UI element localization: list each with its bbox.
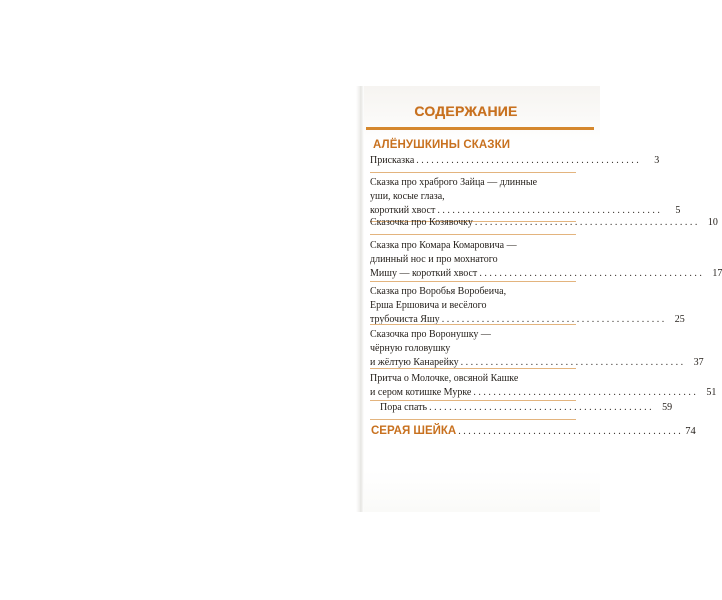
toc-entry-vorobey[interactable] bbox=[370, 285, 685, 327]
section-page: 74 bbox=[685, 426, 696, 437]
toc-entry-title: Присказка bbox=[370, 155, 415, 166]
dot-leader: ............................................. bbox=[441, 314, 667, 325]
toc-entry-komar[interactable] bbox=[370, 239, 722, 281]
entry-divider bbox=[370, 368, 576, 369]
toc-entry-title-line: Ерша Ершовича и весёлого bbox=[370, 300, 487, 311]
toc-entry-page: 59 bbox=[662, 402, 673, 413]
dot-leader: ............................................. bbox=[416, 155, 642, 166]
dot-leader: ............................................. bbox=[474, 217, 700, 228]
page-bottom-shading bbox=[364, 470, 600, 512]
dot-leader: ............................................. bbox=[437, 205, 663, 216]
entry-divider bbox=[370, 419, 576, 420]
toc-entry-voronushka[interactable] bbox=[370, 328, 704, 370]
contents-title: СОДЕРЖАНИЕ bbox=[414, 103, 518, 119]
toc-entry-pora-spat[interactable] bbox=[370, 401, 673, 415]
toc-entry-page: 25 bbox=[674, 314, 685, 325]
dot-leader: ............................................. bbox=[429, 402, 655, 413]
toc-entry-title-line: длинный нос и про мохнатого bbox=[370, 254, 498, 265]
entry-divider bbox=[370, 281, 576, 282]
toc-entry-title-line: уши, косые глаза, bbox=[370, 191, 445, 202]
toc-entry-title-line: Сказка про храброго Зайца — длинные bbox=[370, 177, 538, 188]
toc-entry-page: 5 bbox=[675, 205, 681, 216]
dot-leader: ............................................. bbox=[460, 357, 686, 368]
toc-entry-title-line: короткий хвост bbox=[370, 205, 436, 216]
toc-entry-title-line: чёрную головушку bbox=[370, 343, 451, 354]
toc-entry-title-line: трубочиста Яшу bbox=[370, 314, 440, 325]
toc-entry-pritcha[interactable] bbox=[370, 372, 717, 400]
toc-entry-page: 10 bbox=[707, 217, 718, 228]
toc-entry-page: 51 bbox=[706, 387, 717, 398]
section-heading-alyonushkiny-skazki: АЛЁНУШКИНЫ СКАЗКИ bbox=[373, 139, 511, 151]
entry-divider bbox=[370, 172, 576, 173]
book-gutter bbox=[356, 86, 364, 512]
toc-entry-title-line: Сказочка про Воронушку — bbox=[370, 329, 491, 340]
dot-leader: ............................................. bbox=[473, 387, 699, 398]
toc-entry-priskazka[interactable] bbox=[370, 154, 660, 168]
dot-leader: ............................................. bbox=[479, 268, 705, 279]
section-heading-seraya-sheyka: СЕРАЯ ШЕЙКА bbox=[371, 425, 457, 437]
toc-entry-page: 3 bbox=[654, 155, 660, 166]
toc-entry-title-line: Сказка про Воробья Воробеича, bbox=[370, 286, 507, 297]
toc-entry-title: Сказочка про Козявочку bbox=[370, 217, 473, 228]
entry-divider bbox=[370, 324, 576, 325]
toc-entry-title: Пора спать bbox=[380, 402, 428, 413]
toc-entry-page: 17 bbox=[712, 268, 722, 279]
toc-entry-title-line: и сером котишке Мурке bbox=[370, 387, 472, 398]
left-blank-page bbox=[0, 86, 362, 512]
dot-leader: ............................................. bbox=[458, 426, 684, 437]
entry-divider bbox=[370, 234, 576, 235]
toc-entry-page: 37 bbox=[693, 357, 704, 368]
toc-entry-title-line: Притча о Молочке, овсяной Кашке bbox=[370, 373, 519, 384]
toc-entry-title-line: и жёлтую Канарейку bbox=[370, 357, 459, 368]
toc-entry-title-line: Сказка про Комара Комаровича — bbox=[370, 240, 517, 251]
toc-entry-title-line: Мишу — короткий хвост bbox=[370, 268, 478, 279]
title-underline-rule bbox=[366, 127, 594, 130]
toc-entry-kozyavochka[interactable] bbox=[370, 216, 718, 230]
toc-entry-zayats[interactable] bbox=[370, 176, 681, 218]
toc-section-seraya-sheyka[interactable] bbox=[371, 425, 696, 437]
